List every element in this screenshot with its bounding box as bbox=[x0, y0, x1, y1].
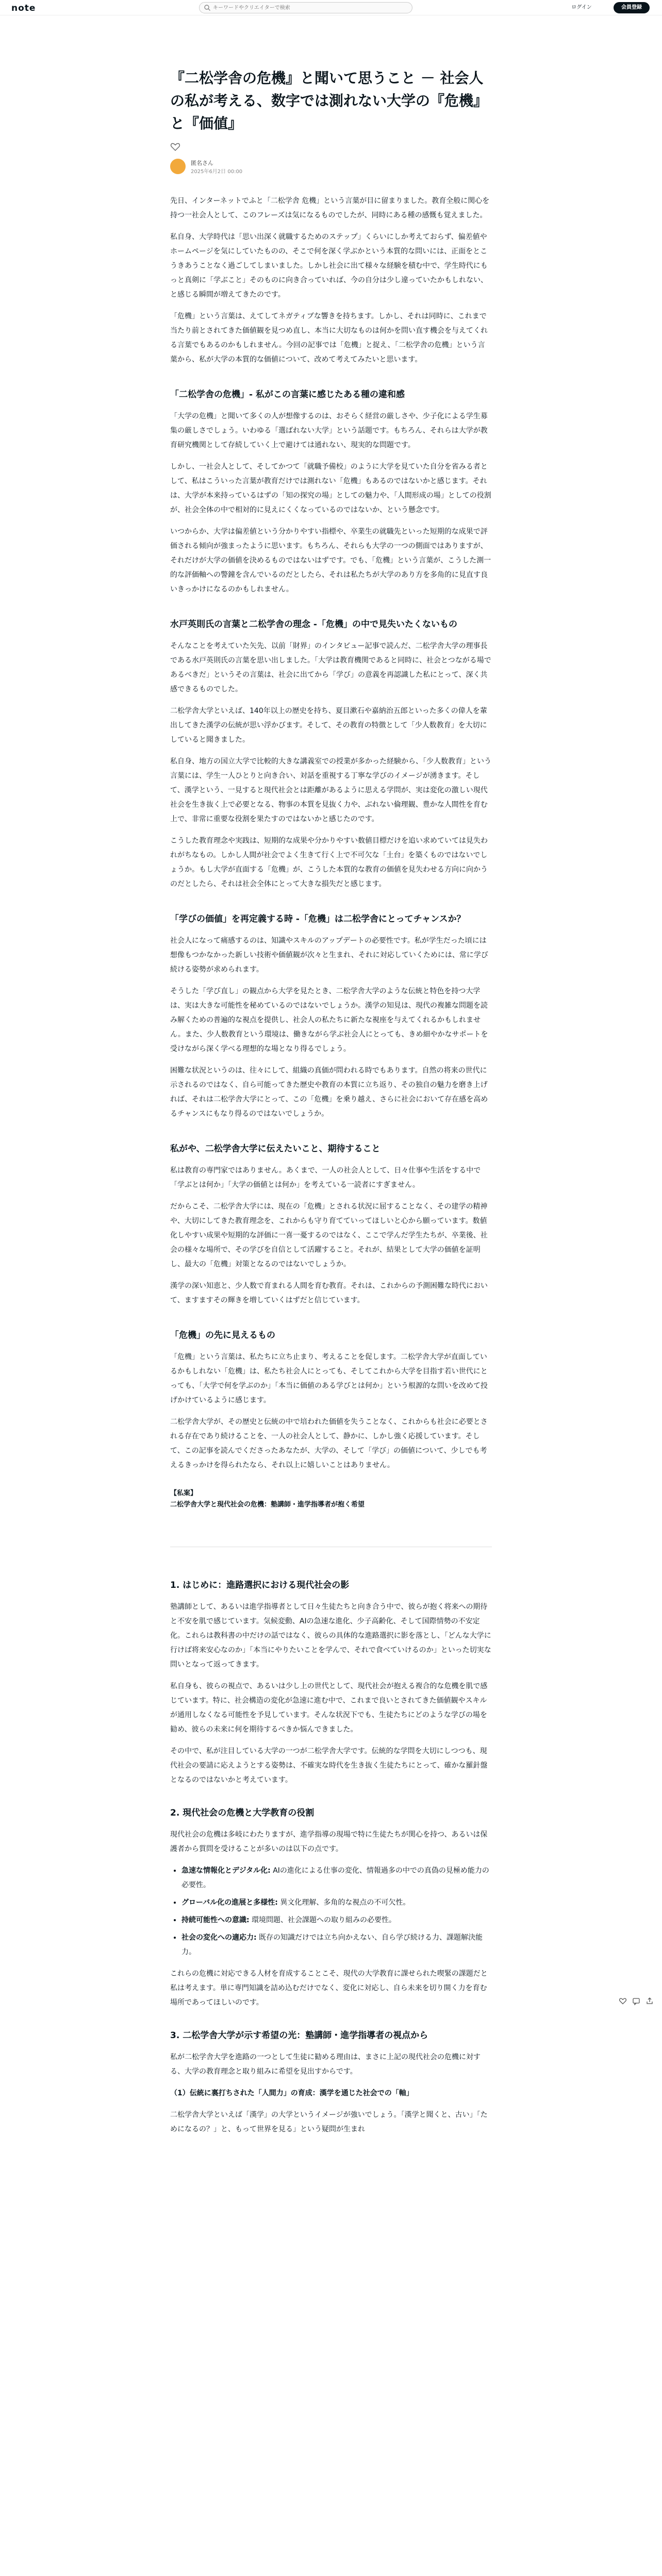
avatar[interactable] bbox=[170, 159, 186, 174]
paragraph: しかし、一社会人として、そしてかつて「就職予備校」のように大学を見ていた自分を省みる者として、私はこういった言葉が教育だけでは測れない「危機」もあるのではないかと感じます。それは、大学が本来持っているはずの「知の探究の場」としての魅力や、「人間形成の場」としての役割が、社会全体の中で相対的に見えにくくなっているのではないか、という懸念です。 bbox=[170, 463, 491, 514]
section-heading: 2. 現代社会の危機と大学教育の役割 bbox=[170, 1808, 315, 1818]
paragraph: 二松学舎大学が、その歴史と伝統の中で培われた価値を失うことなく、これからも社会に必要とされる存在であり続けることを、一人の社会人として、静かに、しかし強く応援しています。そして、この記事を読んでくださったあなたが、大学の、そして「学び」の価値について、少しでも考えるきっかけを得られたなら、それ以上に嬉しいことはありません。 bbox=[170, 1418, 488, 1469]
related-tag: 【私案】 bbox=[170, 1489, 197, 1497]
section-heading: 水戸英則氏の言葉と二松学舎の理念 -「危機」の中で見失いたくないもの bbox=[170, 619, 457, 630]
paragraph: だからこそ、二松学舎大学には、現在の「危機」とされる状況に屈することなく、その建学の精神や、大切にしてきた教育理念を、これからも守り育てていってほしいと心から願っています。数値化しやすい成果や短期的な評価に一喜一憂するのではなく、ここで学んだ学生たちが、卒業後、社会の様々な場所で、その学びを自信として活躍すること。それが、結果として大学の価値を証明し、最大の「危機」対策となるのではないでしょうか。 bbox=[170, 1202, 488, 1268]
search-input[interactable] bbox=[213, 4, 404, 12]
paragraph: そんなことを考えていた矢先、以前「財界」のインタビュー記事で読んだ、二松学舎大学の理事長である水戸英則氏の言葉を思い出しました。「大学は教育機関であると同時に、社会とつながる場であるべきだ」というその言葉は、社会に出てから「学び」の意義を再認識した私にとって、深く共感できるものでした。 bbox=[170, 642, 491, 693]
paragraph: 塾講師として、あるいは進学指導者として日々生徒たちと向き合う中で、彼らが抱く将来への期待と不安を肌で感じています。気候変動、AIの急速な進化、少子高齢化、そして国際情勢の不安定化。これらは教科書の中だけの話ではなく、彼らの具体的な進路選択に影を落とし、「どんな大学に行けば将来安心なのか」「本当にやりたいことを学んで、それで食べていけるのか」といった切実な問いとなって返ってきます。 bbox=[170, 1603, 491, 1669]
paragraph: その中で、私が注目している大学の一つが二松学舎大学です。伝統的な学問を大切にしつつも、現代社会の要請に応えようとする姿勢は、不確実な時代を生き抜く生徒たちにとって、確かな羅針盤となるのではないかと考えています。 bbox=[170, 1747, 488, 1784]
top-navigation-bar bbox=[0, 0, 662, 15]
paragraph: こうした教育理念や実践は、短期的な成果や分かりやすい数値目標だけを追い求めていては見失われがちなもの。しかし人間が社会でよく生きて行く上で不可欠な「土台」を築くものではないでしょうか。もし大学が直面する「危機」が、こうした本質的な教育の価値を見失わせる方向に向かうのだとしたら、それは社会全体にとって大きな損失だと感じます。 bbox=[170, 837, 488, 888]
section-heading: 3. 二松学舎大学が示す希望の光：塾講師・進学指導者の視点から bbox=[170, 2030, 428, 2041]
author-info[interactable] bbox=[170, 158, 492, 176]
paragraph: 私自身、地方の国立大学で比較的大きな講義室での授業が多かった経験から、「少人数教育」という言葉には、学生一人ひとりと向き合い、対話を重視する丁寧な学びのイメージが湧きます。そして、漢学という、一見すると現代社会とは距離があるように思える学問が、実は変化の激しい現代社会を生き抜く上で必要となる、物事の本質を見抜く力や、ぶれない倫理観、豊かな人間性を育む上で、非常に重要な役割を果たすのではないかと感じたのです。 bbox=[170, 757, 491, 823]
signup-button[interactable]: 会員登録 bbox=[614, 2, 650, 13]
heart-icon[interactable] bbox=[619, 1997, 627, 2005]
paragraph: 「危機」という言葉は、えてしてネガティブな響きを持ちます。しかし、それは同時に、これまで当たり前とされてきた価値観を見つめ直し、本当に大切なものは何かを問い直す機会を与えてくれる言葉でもあるのかもしれません。今回の記事では「危機」と捉え、「二松学舎の危機」という言葉から、私が大学の本質的な価値について、改めて考えてみたいと思います。 bbox=[170, 312, 488, 364]
paragraph: 二松学舎大学といえば、140年以上の歴史を持ち、夏目漱石や嘉納治五郎といった多くの偉人を輩出してきた漢学の伝統が思い浮かびます。そして、その教育の特徴として「少人数教育」を大切にしていると聞きました。 bbox=[170, 707, 487, 744]
related-article[interactable] bbox=[170, 1488, 492, 1511]
list-item: • 急速な情報化とデジタル化: AIの進化による仕事の変化、情報過多の中での真偽の見極め能力の必要性。 bbox=[181, 1863, 492, 1892]
section-heading: 「学びの価値」を再定義する時 -「危機」は二松学舎にとってチャンスか？ bbox=[170, 914, 466, 924]
paragraph: 二松学舎大学といえば「漢学」の大学というイメージが強いでしょう。「漢学と聞くと、古い」「ためになるの？」と、もって世界を見る」という疑問が生まれ bbox=[170, 2111, 488, 2133]
paragraph: これらの危機に対応できる人材を育成することこそ、現代の大学教育に課せられた喫緊の課題だと私は考えます。単に専門知識を詰め込むだけでなく、変化に対応し、自ら未来を切り開く力を育む場所であってほしいのです。 bbox=[170, 1970, 488, 2007]
intro-section bbox=[170, 194, 492, 367]
paragraph: 先日、インターネットでふと「二松学舎 危機」という言葉が目に留まりました。教育全般に関心を持つ一社会人として、このフレーズは気になるものでしたが、同時にある種の感慨も覚えました。 bbox=[170, 197, 490, 219]
paragraph: 私は教育の専門家ではありません。あくまで、一人の社会人として、日々仕事や生活をする中で「学ぶとは何か」「大学の価値とは何か」を考えている一読者にすぎません。 bbox=[170, 1166, 481, 1189]
related-title[interactable]: 二松学舎大学と現代社会の危機：塾講師・進学指導者が抱く希望 bbox=[170, 1501, 365, 1509]
list-item: • グローバル化の進展と多様性: 異文化理解、多角的な視点の不可欠性。 bbox=[181, 1895, 492, 1910]
search-box[interactable] bbox=[199, 2, 412, 13]
share-icon[interactable] bbox=[646, 1997, 654, 2005]
paragraph: 私自身、大学時代は「思い出深く就職するためのステップ」くらいにしか考えておらず、偏差値やホームページを気にしていたものの、そこで何を深く学ぶかという本質的な問いには、正面をとこうきあうことなく過ごしてしまいました。しかし社会に出て様々な経験を積む中で、学生時代にもっと真剣に「学ぶこと」そのものに向き合っていれば、今の自分は少し違っていたかもしれない、と感じる瞬間が増えてきたのです。 bbox=[170, 233, 488, 299]
section-heading: 私がや、二松学舎大学に伝えたいこと、期待すること bbox=[170, 1144, 380, 1154]
section-heading: 「二松学舎の危機」- 私がこの言葉に感じたある種の違和感 bbox=[170, 389, 405, 400]
paragraph: 私自身も、彼らの視点で、あるいは少し上の世代として、現代社会が抱える複合的な危機を肌で感じています。特に、社会構造の変化が急速に進む中で、これまで良いとされてきた価値観やスキルが通用しなくなる可能性を予見しています。そんな状況下でも、生徒たちにどのような学びの場を勧め、彼らの未来に何を期待するべきか悩んできました。 bbox=[170, 1682, 488, 1734]
article-title: 『二松学舎の危機』と聞いて思うこと － 社会人の私が考える、数字では測れない大学の『危機』と『価値』 bbox=[170, 70, 488, 132]
author-name[interactable]: 匿名さん bbox=[191, 160, 213, 166]
list-item: • 社会の変化への適応力: 既存の知識だけでは立ち向かえない、自ら学び続ける力、課題解決能力。 bbox=[181, 1930, 492, 1959]
section-heading: 1. はじめに：進路選択における現代社会の影 bbox=[170, 1580, 350, 1590]
note-logo[interactable]: note bbox=[11, 3, 36, 13]
paragraph: 困難な状況というのは、往々にして、組織の真価が問われる時でもあります。自然の将来の世代に示されるのではなく、自ら可能ってきた歴史や教育の本質に立ち返り、その独自の魅力を磨き上げれば、それは二松学舎大学にとって、この「危機」を乗り越え、さらに社会において存在感を高めるチャンスにもなり得るのではないでしょうか。 bbox=[170, 1066, 488, 1118]
publish-date: 2025年6月2日 00:00 bbox=[191, 169, 243, 175]
paragraph: 私が二松学舎大学を進路の一つとして生徒に勧める理由は、まさに上記の現代社会の危機に対する、大学の教育理念と取り組みに希望を見出すからです。 bbox=[170, 2053, 481, 2076]
paragraph: 「大学の危機」と聞いて多くの人が想像するのは、おそらく経営の厳しさや、少子化による学生募集の厳しさでしょう。いわゆる「選ばれない大学」という話題です。もちろん、それらは大学が教育研究機関として存続していく上で避けては通れない、現実的な問題です。 bbox=[170, 412, 488, 449]
subheading: （1）伝統に裏打ちされた「人間力」の育成：漢学を通じた社会での「軸」 bbox=[170, 2089, 413, 2097]
search-icon bbox=[204, 4, 211, 11]
paragraph: いつからか、大学は偏差値という分かりやすい指標や、卒業生の就職先といった短期的な成果で評価される傾向が強まったように思います。もちろん、それらも大学の一つの側面ではありますが、それだけが大学の価値を決めるものではないはずです。でも、「危機」という言葉が、こうした測一的な評価軸への警鐘を含んでいるのだとしたら、それは私たちが大学のあり方を多角的に見直す良いきっかけになるのかもしれません。 bbox=[170, 528, 491, 594]
bullet-list bbox=[181, 1863, 492, 1959]
paragraph: 現代社会の危機は多岐にわたりますが、進学指導の現場で特に生徒たちが関心を持つ、あるいは保護者から質問を受けることが多いのは以下の点です。 bbox=[170, 1831, 488, 1853]
paragraph: 漢学の深い知恵と、少人数で育まれる人間を育む教育。それは、これからの予測困難な時代において、ますますその輝きを増していくはずだと信じています。 bbox=[170, 1282, 488, 1304]
section-heading: 「危機」の先に見えるもの bbox=[170, 1330, 275, 1341]
heart-icon[interactable] bbox=[170, 142, 180, 151]
paragraph: 社会人になって痛感するのは、知識やスキルのアップデートの必要性です。私が学生だった頃には想像もつかなかった新しい技術や価値観が次々と生まれ、それに対応していくためには、常に学び続ける姿勢が求められます。 bbox=[170, 937, 488, 974]
comment-icon[interactable] bbox=[632, 1997, 640, 2005]
login-button[interactable]: ログイン bbox=[571, 5, 592, 10]
paragraph: 「危機」という言葉は、私たちに立ち止まり、考えることを促します。二松学舎大学が直面しているかもしれない「危機」は、私たち社会人にとっても、そしてこれから大学を目指す若い世代にとっても、「大学で何を学ぶのか」「本当に価値のある学びとは何か」という根源的な問いを改めて投げかけているように感じます。 bbox=[170, 1353, 488, 1404]
article bbox=[170, 67, 492, 2144]
list-item: • 持続可能性への意識: 環境問題、社会課題への取り組みの必要性。 bbox=[181, 1913, 492, 1927]
paragraph: そうした「学び直し」の観点から大学を見たとき、二松学舎大学のような伝統と特色を持つ大学は、実は大きな可能性を秘めているのではないでしょうか。漢学の知見は、現代の複雑な問題を読み解くための普遍的な視点を提供し、社会人の私たちに新たな視座を与えてくれるかもしれません。また、少人数教育という環境は、働きながら学ぶ社会人にとっても、きめ細やかなサポートを受けながら深く学べる理想的な場となり得るでしょう。 bbox=[170, 987, 488, 1053]
floating-actions bbox=[619, 1997, 658, 2007]
